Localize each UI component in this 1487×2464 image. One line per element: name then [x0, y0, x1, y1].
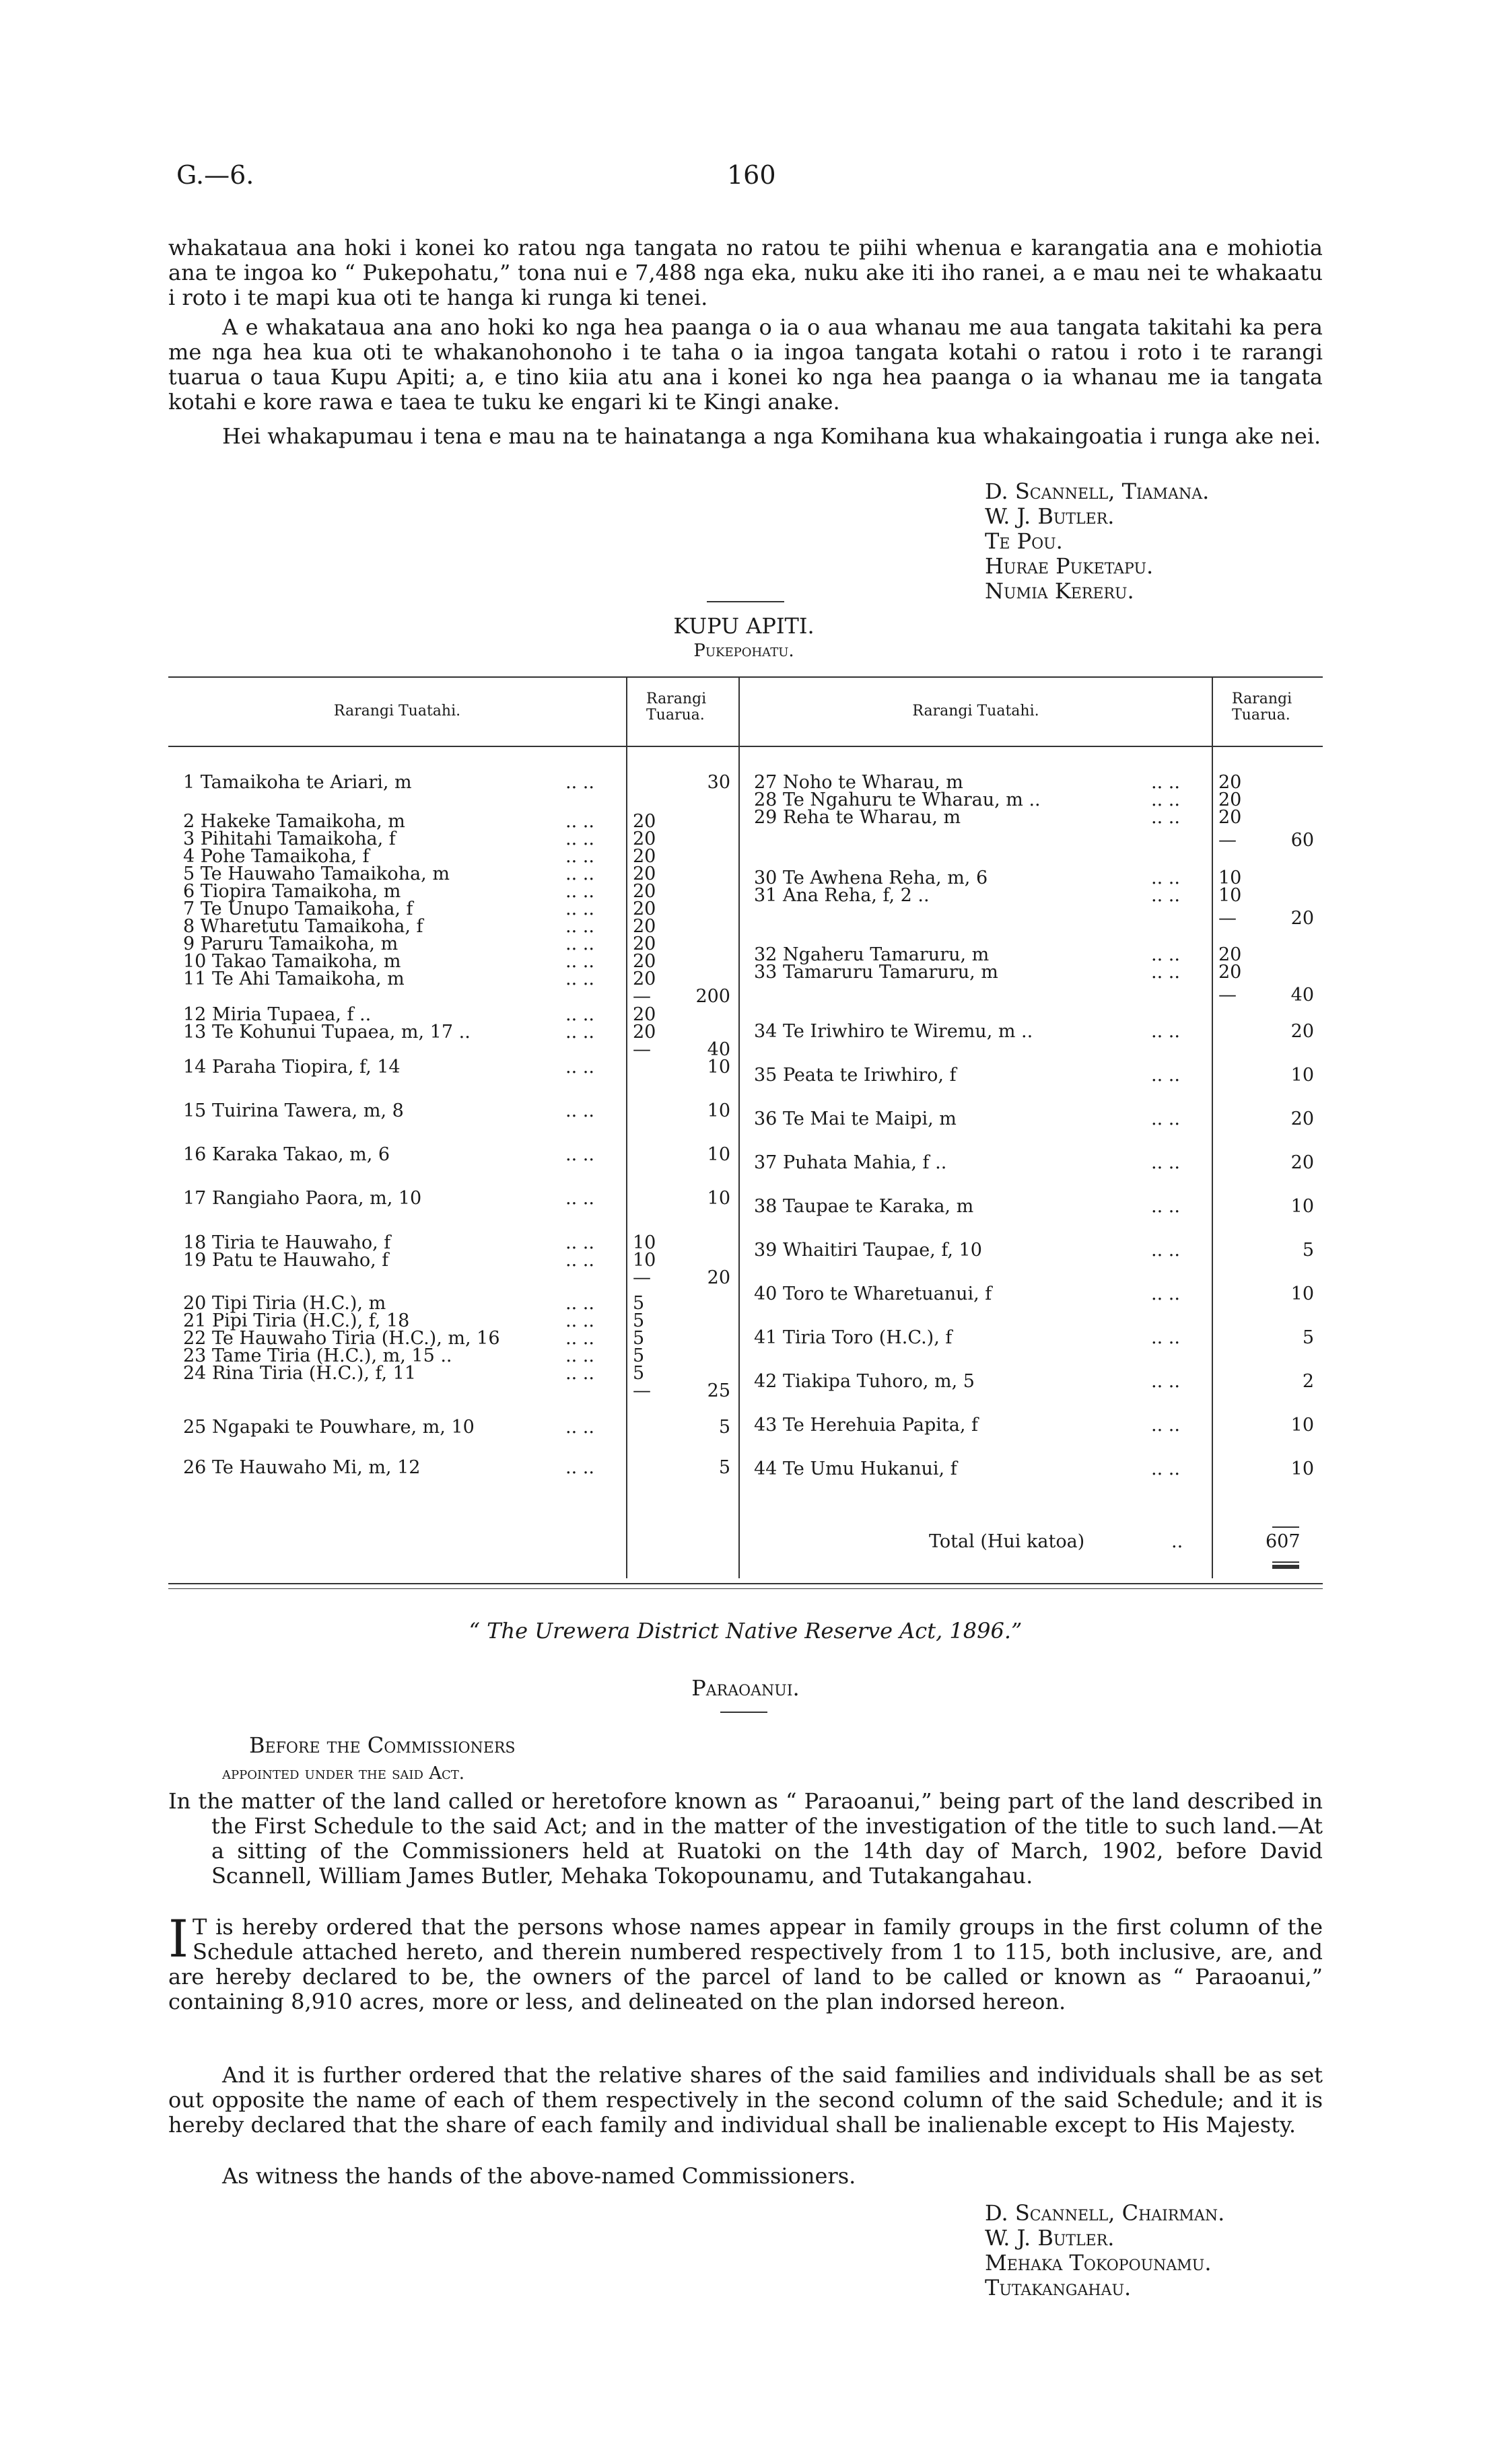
schedule-entry-name: 3 Pihitahi Tamaikoha, f — [183, 829, 396, 849]
intro-paragraph-1: whakataua ana hoki i konei ko ratou nga tangata no ratou te piihi whenua e karangatia ana e mohiotia ana te ingoa ko “ Pukepohatu,” tona nui e 7,488 nga eka, nuku ake iti iho ranei, a e mau nei te whakaatu i roto i te mapi kua oti te hanga ki runga ki tenei. — [168, 235, 1323, 310]
commissioner-signature-3: Mehaka Tokopounamu. — [985, 2250, 1212, 2276]
leader-dots: .. .. — [1151, 1108, 1180, 1129]
leader-dots: .. .. — [565, 1250, 594, 1271]
schedule-entry-name: 15 Tuirina Tawera, m, 8 — [183, 1100, 404, 1121]
leader-dots: .. .. — [1151, 772, 1180, 793]
leader-dots: .. .. — [1151, 962, 1180, 983]
schedule-entry-name: 33 Tamaruru Tamaruru, m — [754, 962, 998, 983]
schedule-entry-name: 43 Te Herehuia Papita, f — [754, 1415, 978, 1436]
individual-share: 5 — [633, 1363, 645, 1384]
schedule-entry-name: 16 Karaka Takao, m, 6 — [183, 1144, 390, 1165]
individual-share: 20 — [633, 951, 656, 972]
leader-dots: .. .. — [565, 916, 594, 937]
individual-share: 20 — [633, 916, 656, 937]
individual-share: 10 — [1218, 885, 1242, 906]
document-code: G.—6. — [176, 160, 254, 190]
leader-dots: .. .. — [565, 969, 594, 989]
individual-share: 20 — [1218, 772, 1242, 793]
header-col-1: Rarangi Tuatahi. — [333, 703, 461, 719]
order-paragraph — [168, 1909, 1323, 2014]
individual-share: — — [1218, 985, 1237, 1006]
page-number: 160 — [727, 160, 776, 190]
schedule-entry-name: 20 Tipi Tiria (H.C.), m — [183, 1293, 386, 1314]
schedule-entry-name: 44 Te Umu Hukanui, f — [754, 1458, 957, 1479]
schedule-entry-name: 14 Paraha Tiopira, f, 14 — [183, 1057, 401, 1078]
witness-line: As witness the hands of the above-named Commissioners. — [222, 2163, 856, 2189]
leader-dots: .. .. — [565, 1188, 594, 1209]
leader-dots: .. .. — [1151, 1415, 1180, 1436]
signature-line-4: Hurae Puketapu. — [985, 553, 1154, 579]
drop-cap: I — [168, 1909, 189, 1969]
individual-share: 20 — [633, 934, 656, 954]
schedule-entry-name: 8 Wharetutu Tamaikoha, f — [183, 916, 423, 937]
individual-share: — — [1218, 830, 1237, 851]
family-subtotal: 5 — [718, 1417, 730, 1438]
schedule-entry-name: 6 Tiopira Tamaikoha, m — [183, 881, 401, 902]
individual-share: 20 — [633, 846, 656, 867]
leader-dots: .. .. — [565, 1345, 594, 1366]
schedule-entry-name: 23 Tame Tiria (H.C.), m, 15 .. — [183, 1345, 452, 1366]
leader-dots: .. .. — [1151, 868, 1180, 888]
schedule-entry-name: 13 Te Kohunui Tupaea, m, 17 .. — [183, 1022, 471, 1043]
leader-dots: .. .. — [565, 881, 594, 902]
leader-dots: .. .. — [565, 934, 594, 954]
individual-share: 5 — [633, 1310, 645, 1331]
schedule-entry-name: 9 Paruru Tamaikoha, m — [183, 934, 399, 954]
family-subtotal: 10 — [1290, 1196, 1314, 1217]
schedule-entry-name: 32 Ngaheru Tamaruru, m — [754, 944, 990, 965]
schedule-entry-name: 11 Te Ahi Tamaikoha, m — [183, 969, 405, 989]
schedule-entry-name: 41 Tiria Toro (H.C.), f — [754, 1327, 953, 1348]
order-text: T is hereby ordered that the persons whose names appear in family groups in the first column of the Schedule attached hereto, and therein numbered respectively from 1 to 115, both inclusive, are, and are hereby declared to be, the owners of the parcel of land to be called or known as “ Paraoanui,” containing 8,910 acres, more or less, and delineated on the plan indorsed hereon. — [168, 1914, 1323, 2014]
schedule-entry-name: 28 Te Ngahuru te Wharau, m .. — [754, 789, 1041, 810]
header-col-2-line1: Rarangi — [646, 691, 707, 707]
leader-dots: .. .. — [565, 1457, 594, 1478]
signature-line-5: Numia Kereru. — [985, 578, 1134, 604]
schedule-entry-name: 10 Takao Tamaikoha, m — [183, 951, 401, 972]
leader-dots: .. .. — [565, 811, 594, 832]
family-subtotal: 10 — [707, 1188, 730, 1209]
individual-share: 20 — [633, 881, 656, 902]
schedule-entry-name: 30 Te Awhena Reha, m, 6 — [754, 868, 988, 888]
schedule-entry-name: 25 Ngapaki te Pouwhare, m, 10 — [183, 1417, 475, 1438]
header-col-3: Rarangi Tuatahi. — [912, 703, 1039, 719]
schedule-entry-name: 39 Whaitiri Taupae, f, 10 — [754, 1240, 982, 1261]
schedule-entry-name: 35 Peata te Iriwhiro, f — [754, 1065, 957, 1086]
family-subtotal: 60 — [1290, 830, 1314, 851]
family-subtotal: 5 — [718, 1457, 730, 1478]
family-subtotal: 20 — [1290, 1108, 1314, 1129]
leader-dots: .. .. — [565, 829, 594, 849]
total-value: 607 — [1266, 1531, 1301, 1552]
total-label: Total (Hui katoa) — [929, 1531, 1085, 1552]
leader-dots: .. .. — [565, 1328, 594, 1349]
schedule-entry-name: 12 Miria Tupaea, f .. — [183, 1004, 372, 1025]
leader-dots: .. .. — [1151, 1283, 1180, 1304]
family-subtotal: 5 — [1302, 1240, 1314, 1261]
family-subtotal: 10 — [1290, 1458, 1314, 1479]
leader-dots: .. .. — [565, 772, 594, 793]
family-subtotal: 10 — [707, 1057, 730, 1078]
commissioner-signature-2: W. J. Butler. — [985, 2225, 1115, 2251]
leader-dots: .. .. — [565, 1417, 594, 1438]
schedule-entry-name: 36 Te Mai te Maipi, m — [754, 1108, 957, 1129]
schedule-entry-name: 38 Taupae te Karaka, m — [754, 1196, 974, 1217]
leader-dots: .. .. — [565, 899, 594, 919]
schedule-entry-name: 31 Ana Reha, f, 2 .. — [754, 885, 930, 906]
header-col-2-line2: Tuarua. — [646, 707, 705, 724]
schedule-entry-name: 27 Noho te Wharau, m — [754, 772, 963, 793]
leader-dots: .. .. — [565, 951, 594, 972]
leader-dots: .. .. — [565, 1310, 594, 1331]
leader-dots: .. .. — [565, 1363, 594, 1384]
schedule-entry-name: 17 Rangiaho Paora, m, 10 — [183, 1188, 422, 1209]
intro-paragraph-3: Hei whakapumau i tena e mau na te hainatanga a nga Komihana kua whakaingoatia i runga ake nei. — [222, 423, 1321, 449]
individual-share: 20 — [633, 1004, 656, 1025]
signature-line-3: Te Pou. — [985, 528, 1063, 554]
family-subtotal: 10 — [1290, 1065, 1314, 1086]
schedule-entry-name: 21 Pipi Tiria (H.C.), f, 18 — [183, 1310, 410, 1331]
schedule-entry-name: 18 Tiria te Hauwaho, f — [183, 1232, 391, 1253]
leader-dots: .. .. — [1151, 789, 1180, 810]
chairman-signature: D. Scannell, Chairman. — [985, 2200, 1225, 2226]
schedule-entry-name: 24 Rina Tiria (H.C.), f, 11 — [183, 1363, 417, 1384]
family-subtotal: 5 — [1302, 1327, 1314, 1348]
family-subtotal: 20 — [1290, 1021, 1314, 1042]
appointed-under-act: appointed under the said Act. — [222, 1763, 465, 1784]
schedule-entry-name: 29 Reha te Wharau, m — [754, 807, 961, 828]
leader-dots: .. .. — [1151, 1196, 1180, 1217]
individual-share: 10 — [1218, 868, 1242, 888]
family-subtotal: 40 — [1290, 985, 1314, 1006]
family-subtotal: 40 — [707, 1039, 730, 1060]
leader-dots: .. .. — [565, 1144, 594, 1165]
leader-dots: .. .. — [1151, 1065, 1180, 1086]
matter-paragraph: In the matter of the land called or heretofore known as “ Paraoanui,” being part of the land described in the First Schedule to the said Act; and in the matter of the investigation of the title to such land.—At a sitting of the Commissioners held at Ruatoki on the 14th day of March, 1902, before David Scannell, William James Butler, Mehaka Tokopounamu, and Tutakangahau. — [168, 1788, 1323, 1889]
act-title: “ The Urewera District Native Reserve Act, 1896.” — [469, 1618, 1023, 1644]
individual-share: 20 — [633, 864, 656, 884]
leader-dots: .. .. — [1151, 1240, 1180, 1261]
signature-line-1: D. Scannell, Tiamana. — [985, 479, 1210, 504]
individual-share: 20 — [633, 969, 656, 989]
leader-dots: .. .. — [1151, 1021, 1180, 1042]
schedule-entry-name: 2 Hakeke Tamaikoha, m — [183, 811, 405, 832]
header-col-4-line2: Tuarua. — [1232, 707, 1290, 724]
individual-share: 20 — [1218, 962, 1242, 983]
leader-dots: .. .. — [1151, 1371, 1180, 1392]
leader-dots: .. .. — [565, 1022, 594, 1043]
individual-share: 10 — [633, 1232, 656, 1253]
individual-share: 20 — [1218, 944, 1242, 965]
further-paragraph: And it is further ordered that the relative shares of the said families and individuals shall be as set out opposite the name of each of them respectively in the second column of the said Schedule; and it is hereby declared that the share of each family and individual shall be inalienable except to His Majesty. — [168, 2062, 1323, 2138]
family-subtotal: 25 — [707, 1380, 730, 1401]
block-name: Paraoanui. — [691, 1675, 800, 1701]
schedule-table — [168, 676, 1323, 1592]
family-subtotal: 2 — [1302, 1371, 1314, 1392]
schedule-entry-name: 19 Patu te Hauwaho, f — [183, 1250, 389, 1271]
signature-line-2: W. J. Butler. — [985, 503, 1115, 529]
total-dots: .. — [1171, 1531, 1183, 1552]
separator-rule — [707, 601, 784, 602]
individual-share: 20 — [1218, 789, 1242, 810]
schedule-entry-name: 26 Te Hauwaho Mi, m, 12 — [183, 1457, 421, 1478]
family-subtotal: 10 — [1290, 1283, 1314, 1304]
intro-paragraph-2: A e whakataua ana ano hoki ko nga hea paanga o ia o aua whanau me aua tangata takitahi ka pera me nga hea kua oti te whakanohonoho i te taha o ia ingoa tangata kotahi o ratou i roto i te rarangi tuarua o taua Kupu Apiti; a, e tino kiia atu ana i konei ko nga hea paanga o ia whanau me ia tangata kotahi e kore rawa e taea te tuku ke engari ki te Kingi anake. — [168, 314, 1323, 415]
schedule-entry-name: 42 Tiakipa Tuhoro, m, 5 — [754, 1371, 975, 1392]
schedule-entry-name: 4 Pohe Tamaikoha, f — [183, 846, 370, 867]
individual-share: 20 — [633, 811, 656, 832]
schedule-entry-name: 34 Te Iriwhiro te Wiremu, m .. — [754, 1021, 1033, 1042]
leader-dots: .. .. — [565, 1057, 594, 1078]
individual-share: — — [633, 1039, 651, 1060]
schedule-entry-name: 22 Te Hauwaho Tiria (H.C.), m, 16 — [183, 1328, 500, 1349]
leader-dots: .. .. — [1151, 807, 1180, 828]
individual-share: — — [633, 986, 651, 1007]
individual-share: — — [633, 1380, 651, 1401]
individual-share: 20 — [633, 899, 656, 919]
schedule-entry-name: 40 Toro te Wharetuanui, f — [754, 1283, 992, 1304]
leader-dots: .. .. — [565, 846, 594, 867]
individual-share: — — [633, 1267, 651, 1288]
schedule-entry-name: 5 Te Hauwaho Tamaikoha, m — [183, 864, 450, 884]
leader-dots: .. .. — [565, 1100, 594, 1121]
schedule-subtitle: Pukepohatu. — [693, 641, 794, 661]
leader-dots: .. .. — [565, 1004, 594, 1025]
family-subtotal: 10 — [1290, 1415, 1314, 1436]
individual-share: 20 — [633, 829, 656, 849]
schedule-title: KUPU APITI. — [673, 613, 815, 639]
family-subtotal: 10 — [707, 1144, 730, 1165]
individual-share: 5 — [633, 1345, 645, 1366]
leader-dots: .. .. — [1151, 1458, 1180, 1479]
individual-share: — — [1218, 908, 1237, 929]
schedule-entry-name: 37 Puhata Mahia, f .. — [754, 1152, 947, 1173]
family-subtotal: 10 — [707, 1100, 730, 1121]
leader-dots: .. .. — [565, 1232, 594, 1253]
individual-share: 20 — [633, 1022, 656, 1043]
family-subtotal: 200 — [695, 986, 730, 1007]
leader-dots: .. .. — [565, 864, 594, 884]
individual-share: 5 — [633, 1293, 645, 1314]
commissioner-signature-4: Tutakangahau. — [985, 2275, 1132, 2300]
leader-dots: .. .. — [1151, 885, 1180, 906]
individual-share: 20 — [1218, 807, 1242, 828]
family-subtotal: 30 — [707, 772, 730, 793]
family-subtotal: 20 — [1290, 1152, 1314, 1173]
schedule-entry-name: 1 Tamaikoha te Ariari, m — [183, 772, 412, 793]
before-commissioners: Before the Commissioners — [249, 1732, 516, 1758]
individual-share: 10 — [633, 1250, 656, 1271]
leader-dots: .. .. — [1151, 1327, 1180, 1348]
header-col-4-line1: Rarangi — [1232, 691, 1292, 707]
family-subtotal: 20 — [1290, 908, 1314, 929]
leader-dots: .. .. — [565, 1293, 594, 1314]
schedule-entry-name: 7 Te Unupo Tamaikoha, f — [183, 899, 413, 919]
leader-dots: .. .. — [1151, 1152, 1180, 1173]
family-subtotal: 20 — [707, 1267, 730, 1288]
individual-share: 5 — [633, 1328, 645, 1349]
leader-dots: .. .. — [1151, 944, 1180, 965]
